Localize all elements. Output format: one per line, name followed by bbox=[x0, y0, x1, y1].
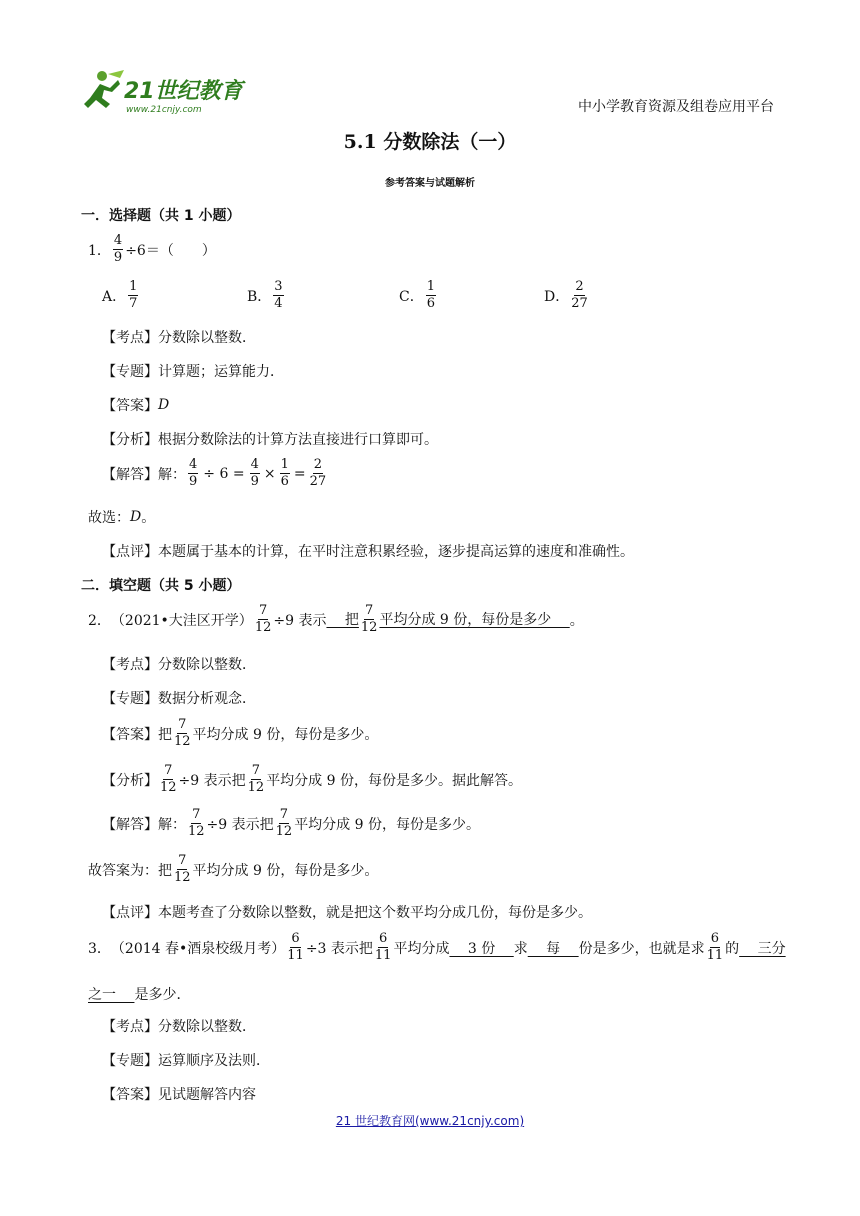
svg-text:21世纪教育: 21世纪教育 bbox=[124, 79, 243, 104]
question-1-stem: 1． $\frac{4}{9}$ ÷6＝（ ） bbox=[88, 233, 216, 266]
q2-final-answer: 故答案为：把 $\frac{7}{12}$ 平均分成 9 份，每份是多少。 bbox=[88, 853, 379, 886]
option-c[interactable]: C． $\frac{1}{6}$ bbox=[399, 279, 435, 312]
answer-blank-2[interactable]: 每 bbox=[527, 940, 579, 957]
q2-kaodian: 【考点】分数除以整数． bbox=[102, 657, 256, 673]
q1-zhuanti: 【专题】计算题；运算能力． bbox=[102, 364, 284, 380]
logo bbox=[80, 68, 250, 116]
q2-dianping: 【点评】本题考查了分数除以整数，就是把这个数平均分成几份，每份是多少。 bbox=[102, 905, 592, 921]
q3-answer: 【答案】见试题解答内容 bbox=[102, 1087, 256, 1103]
answer-blank-3[interactable]: 三分 bbox=[739, 940, 786, 957]
fraction: $\frac{4}{9}$ bbox=[113, 233, 123, 266]
q2-answer: 【答案】把 $\frac{7}{12}$ 平均分成 9 份，每份是多少。 bbox=[102, 717, 379, 750]
q3-kaodian: 【考点】分数除以整数． bbox=[102, 1019, 256, 1035]
svg-text:www.21cnjy.com: www.21cnjy.com bbox=[126, 105, 202, 115]
platform-name: 中小学教育资源及组卷应用平台 bbox=[578, 99, 774, 115]
answer-blank-1[interactable]: 3 份 bbox=[449, 940, 514, 957]
footer-link[interactable]: 21 世纪教育网(www.21cnjy.com) bbox=[335, 1114, 525, 1128]
q2-zhuanti: 【专题】数据分析观念． bbox=[102, 691, 256, 707]
question-3-stem: 3． （2014 春•酒泉校级月考） $\frac{6}{11}$ ÷3 表示把 $\frac{6}{11}$ 平均分成 3 份 求 每 份是多少，也就是求 $\frac{6}{11}$ 的 三分 bbox=[88, 931, 786, 964]
question-2-stem: 2． （2021•大洼区开学） $\frac{7}{12}$ ÷9 表示 把 $\frac{7}{12}$ 平均分成 9 份，每份是多少 。 bbox=[88, 603, 584, 636]
answer-blank[interactable]: 把 $\frac{7}{12}$ 平均分成 9 份，每份是多少 bbox=[326, 603, 570, 636]
q2-fenxi: 【分析】 $\frac{7}{12}$ ÷9 表示把 $\frac{7}{12}$ 平均分成 9 份，每份是多少。据此解答。 bbox=[102, 763, 522, 796]
q2-jieda: 【解答】解： $\frac{7}{12}$ ÷9 表示把 $\frac{7}{12}$ 平均分成 9 份，每份是多少。 bbox=[102, 807, 480, 840]
q1-jieda: 【解答】解： $\frac{4}{9}$ ÷ 6 = $\frac{4}{9}$ × $\frac{1}{6}$ = $\frac{2}{27}$ bbox=[102, 457, 327, 490]
section-heading-choice: 一．选择题（共 1 小题） bbox=[81, 208, 241, 224]
q1-dianping: 【点评】本题属于基本的计算，在平时注意积累经验，逐步提高运算的速度和准确性。 bbox=[102, 544, 634, 560]
question-3-stem-cont: 之一 是多少． bbox=[88, 984, 190, 1004]
option-d[interactable]: D． $\frac{2}{27}$ bbox=[544, 279, 588, 312]
q3-zhuanti: 【专题】运算顺序及法则． bbox=[102, 1053, 270, 1069]
q1-fenxi: 【分析】根据分数除法的计算方法直接进行口算即可。 bbox=[102, 432, 438, 448]
q1-kaodian: 【考点】分数除以整数． bbox=[102, 330, 256, 346]
section-heading-fill: 二．填空题（共 5 小题） bbox=[81, 578, 241, 594]
q1-choose: 故选： D 。 bbox=[88, 509, 156, 526]
option-b[interactable]: B． $\frac{3}{4}$ bbox=[247, 279, 283, 312]
option-a[interactable]: A． $\frac{1}{7}$ bbox=[102, 279, 138, 312]
runner-logo-icon bbox=[80, 68, 250, 116]
page-subtitle: 参考答案与试题解析 bbox=[385, 178, 475, 189]
answer-blank-3-cont[interactable]: 之一 bbox=[88, 987, 135, 1003]
q1-answer: 【答案】 D bbox=[102, 397, 170, 414]
page-title: 5.1 分数除法（一） bbox=[343, 131, 517, 153]
